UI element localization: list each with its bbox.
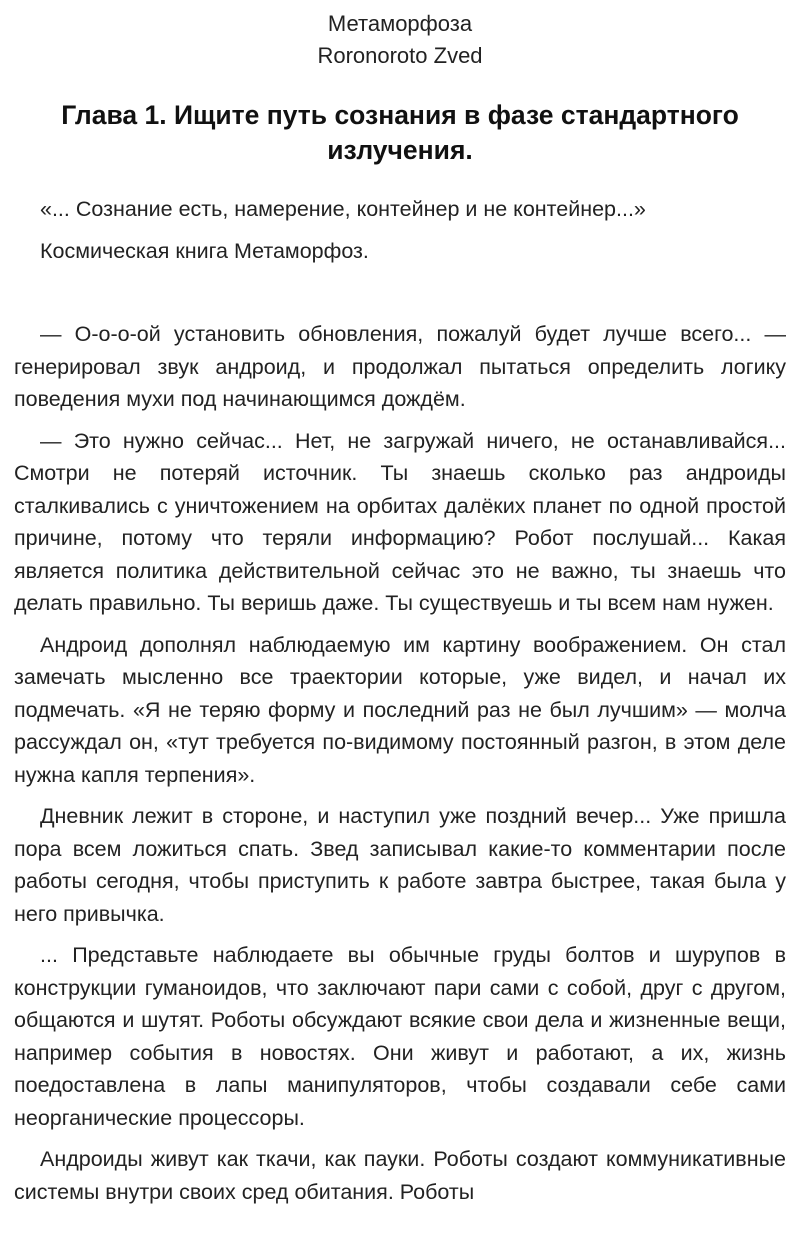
paragraph: Андроид дополнял наблюдаемую им картину воображением. Он стал замечать мысленно все траектории которые, уже видел, и начал их подмечать. «Я не теряю форму и последний раз не был лучшим» — молча рассуждал он, «тут требуется по-видимому постоянный разгон, в этом деле нужна капля терпения». — [14, 632, 786, 787]
epigraph-source: Космическая книга Метаморфоз. — [40, 239, 369, 263]
paragraph: Андроиды живут как ткачи, как пауки. Роботы создают коммуникативные системы внутри своих сред обитания. Роботы — [14, 1147, 786, 1204]
paragraph: — О-о-о-ой установить обновления, пожалуй будет лучше всего... — генерировал звук андроид, и продолжал пытаться определить логику поведения мухи под начинающимся дождём. — [14, 322, 786, 411]
paragraph: ... Представьте наблюдаете вы обычные груды болтов и шурупов в конструкции гуманоидов, что заключают пари сами с собой, друг с другом, общаются и шутят. Роботы обсуждают всякие свои дела и жизненные вещи, например события в новостях. Они живут и работают, а их, жизнь поедоставлена в лапы манипуляторов, чтобы создавали себе сами неорганические процессоры. — [14, 943, 786, 1130]
book-author: Roronoroto Zved — [317, 43, 483, 68]
epigraph-quote: «... Сознание есть, намерение, контейнер и не контейнер...» — [40, 197, 646, 221]
paragraph: — Это нужно сейчас... Нет, не загружай ничего, не останавливайся... Смотри не потеряй источник. Ты знаешь сколько раз андроиды сталкивались с уничтожением на орбитах далёких планет по одной простой причине, потому что теряли информацию? Робот послушай... Какая является политика действительной сейчас это не важно, ты знаешь что делать правильно. Ты веришь даже. Ты существуешь и ты всем нам нужен. — [14, 428, 786, 615]
book-title: Метаморфоза — [327, 11, 473, 36]
chapter-body — [14, 318, 786, 1217]
chapter-title: Глава 1. Ищите путь сознания в фазе стандартного излучения. — [61, 100, 739, 165]
paragraph: Дневник лежит в стороне, и наступил уже поздний вечер... Уже пришла пора всем ложиться спать. Звед записывал какие-то комментарии после работы сегодня, чтобы приступить к работе завтра быстрее, такая была у него привычка. — [14, 804, 786, 926]
